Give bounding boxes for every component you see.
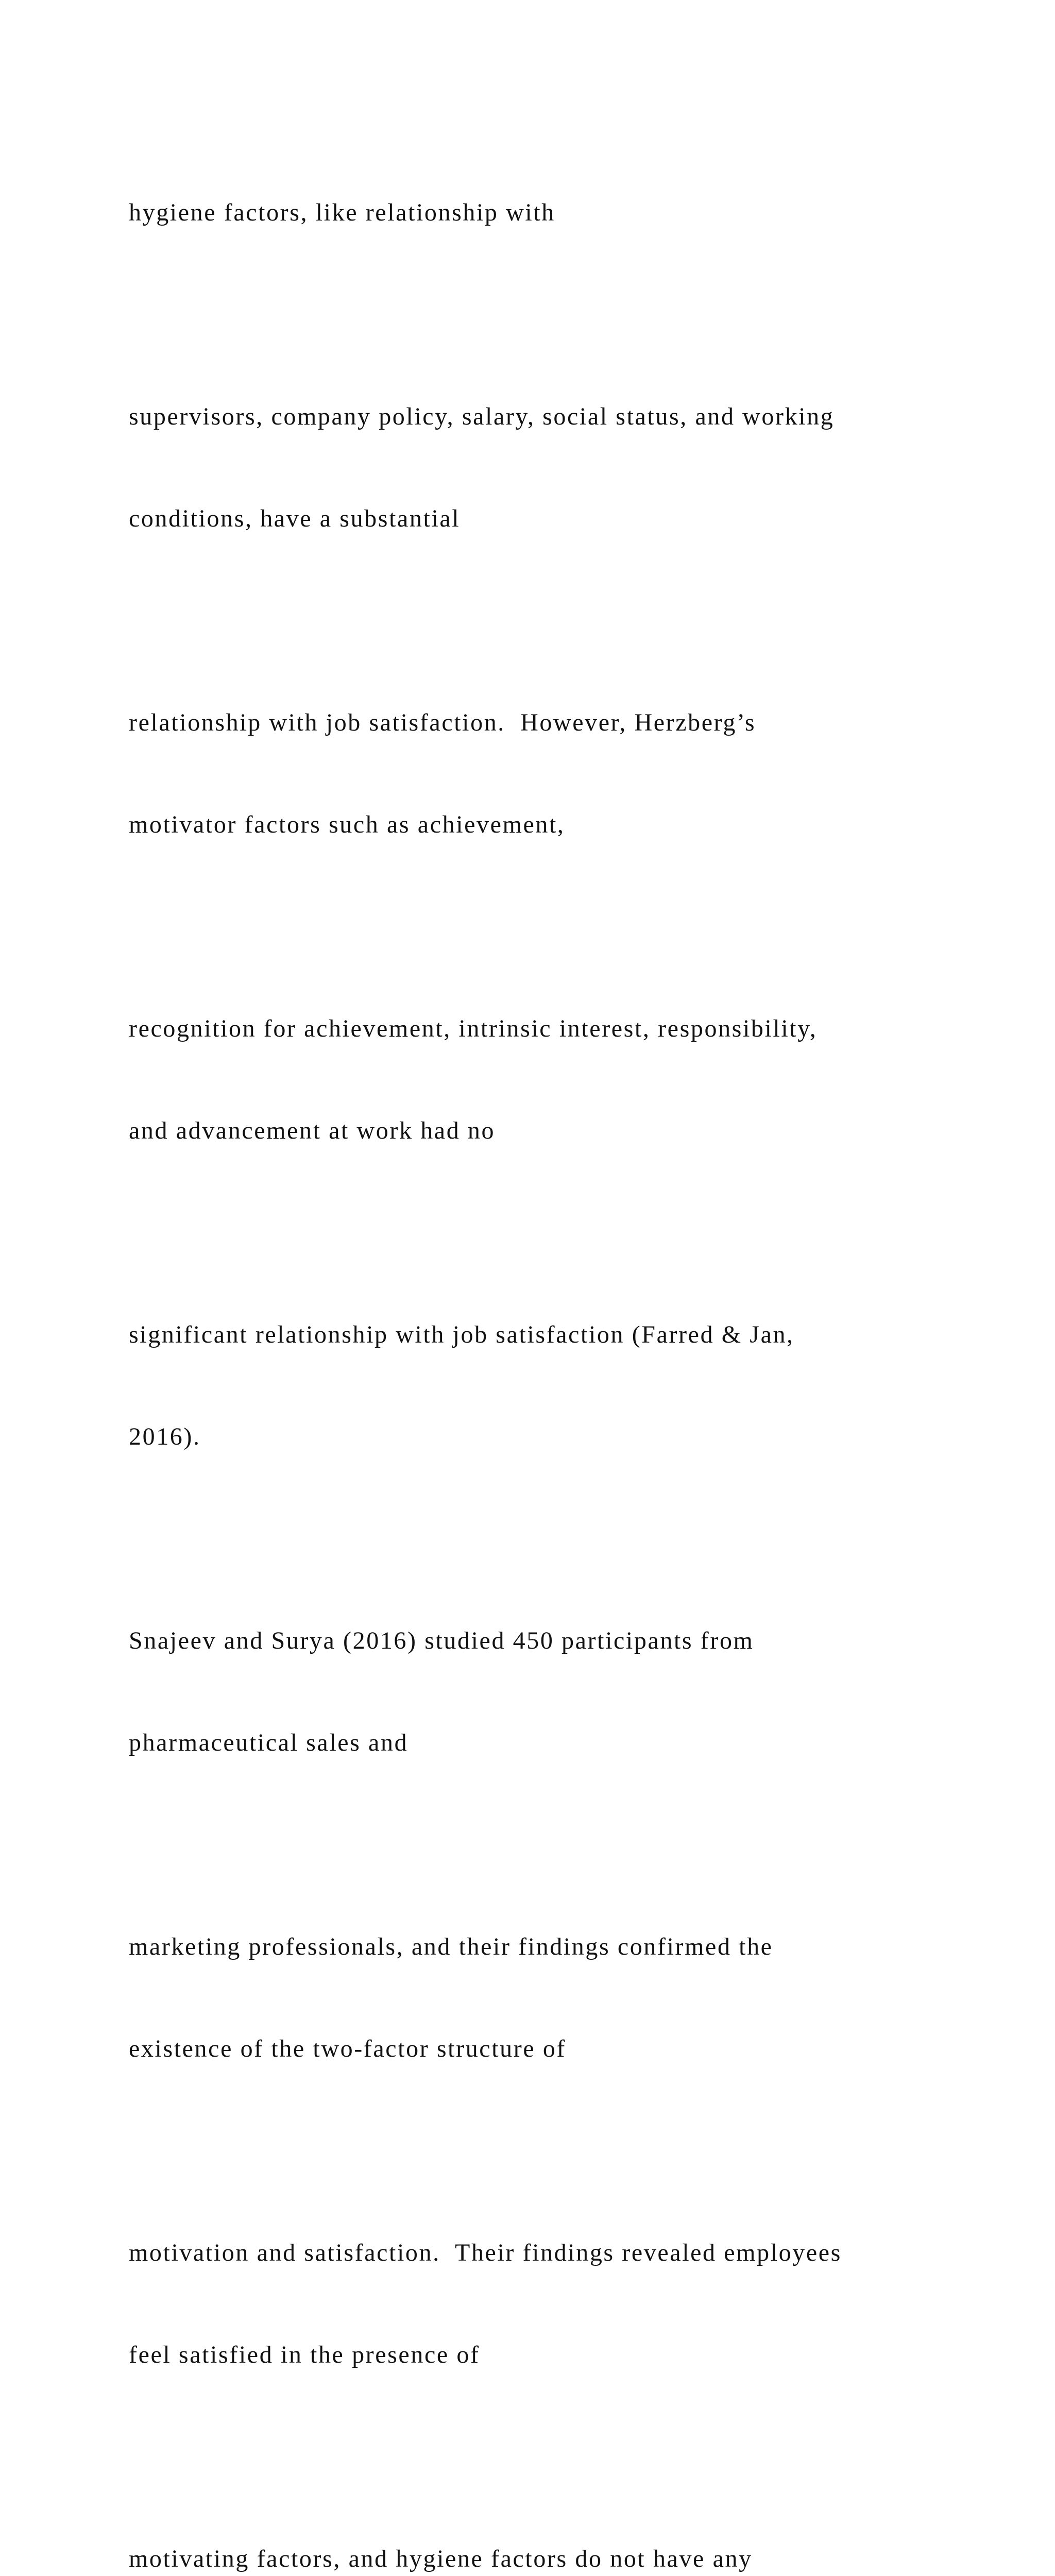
- paragraph: [129, 1250, 979, 1522]
- paragraph: [129, 128, 979, 298]
- paragraph: [129, 2168, 979, 2440]
- text-line: and advancement at work had no: [129, 1117, 496, 1144]
- body-text: [129, 128, 979, 2576]
- paragraph: [129, 638, 979, 910]
- text-line: conditions, have a substantial: [129, 505, 461, 532]
- text-line: Snajeev and Surya (2016) studied 450 participants from: [129, 1627, 754, 1654]
- text-line: significant relationship with job satisfaction (Farred & Jan,: [129, 1321, 794, 1348]
- text-line: 2016).: [129, 1423, 201, 1450]
- text-line: pharmaceutical sales and: [129, 1729, 409, 1756]
- text-line: existence of the two-factor structure of: [129, 2035, 567, 2062]
- paragraph: [129, 1556, 979, 1828]
- text-line: motivator factors such as achievement,: [129, 811, 565, 838]
- paragraph: [129, 944, 979, 1216]
- paragraph: [129, 1862, 979, 2134]
- text-line: motivation and satisfaction. Their findings revealed employees: [129, 2239, 842, 2266]
- text-line: recognition for achievement, intrinsic interest, responsibility,: [129, 1015, 818, 1042]
- text-line: relationship with job satisfaction. However, Herzberg’s: [129, 709, 756, 736]
- text-line: supervisors, company policy, salary, social status, and working: [129, 403, 835, 430]
- text-line: feel satisfied in the presence of: [129, 2341, 480, 2368]
- paragraph: [129, 332, 979, 604]
- text-line: motivating factors, and hygiene factors do not have any: [129, 2545, 753, 2572]
- paragraph: [129, 2474, 979, 2576]
- text-line: marketing professionals, and their findings confirmed the: [129, 1933, 773, 1960]
- text-line: hygiene factors, like relationship with: [129, 199, 555, 226]
